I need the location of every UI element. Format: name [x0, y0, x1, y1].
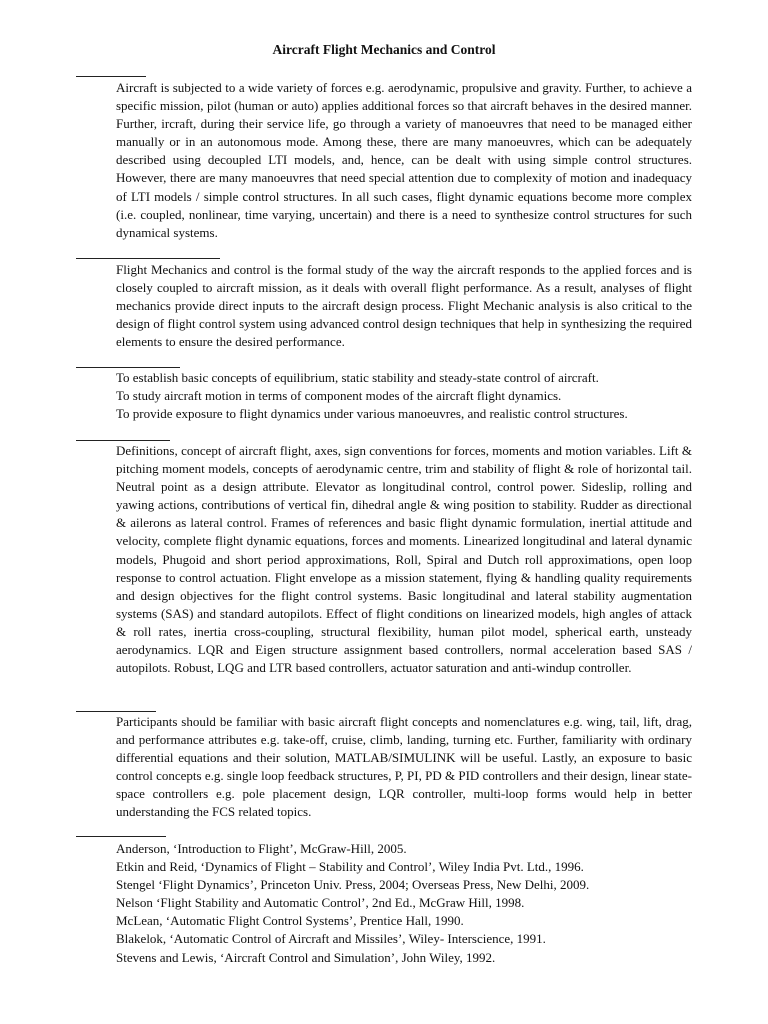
- section-rule-syllabus: [76, 440, 170, 441]
- list-item: Anderson, ‘Introduction to Flight’, McGraw-Hill, 2005.: [116, 841, 407, 856]
- list-item: Stengel ‘Flight Dynamics’, Princeton Univ. Press, 2004; Overseas Press, New Delhi, 2009.: [116, 877, 590, 893]
- references-list: [116, 840, 706, 967]
- list-item: McLean, ‘Automatic Flight Control Systems’, Prentice Hall, 1990.: [116, 913, 464, 929]
- list-item: Nelson ‘Flight Stability and Automatic Control’, 2nd Ed., McGraw Hill, 1998.: [116, 895, 525, 911]
- list-item: Stevens and Lewis, ‘Aircraft Control and Simulation’, John Wiley, 1992.: [116, 949, 496, 965]
- list-item: To study aircraft motion in terms of component modes of the aircraft flight dynamics.: [116, 388, 562, 404]
- section-rule-prerequisites: [76, 711, 156, 712]
- section-rule-description: [76, 258, 220, 259]
- list-item: Etkin and Reid, ‘Dynamics of Flight – Stability and Control’, Wiley India Pvt. Ltd., 1996.: [116, 859, 584, 875]
- section-rule-references: [76, 836, 166, 837]
- section-rule-objectives: [76, 367, 180, 368]
- description-paragraph: Flight Mechanics and control is the formal study of the way the aircraft responds to the applied forces and is closely coupled to aircraft mission, as it deals with overall flight performance. As a result, analyses of flight mechanics provide direct inputs to the aircraft design process. Flight Mechanic analysis is also critical to the design of flight control system using advanced control design techniques that help in synthesizing the required elements to ensure the desired performance.: [116, 262, 692, 350]
- list-item: To provide exposure to flight dynamics under various manoeuvres, and realistic control structures.: [116, 406, 628, 422]
- list-item: Blakelok, ‘Automatic Control of Aircraft and Missiles’, Wiley- Interscience, 1991.: [116, 931, 546, 947]
- intro-paragraph: Aircraft is subjected to a wide variety of forces e.g. aerodynamic, propulsive and gravity. Further, to achieve a specific mission, pilot (human or auto) applies additional forces so that aircraft behaves in the desired manner. Further, ircraft, during their service life, go through a variety of manoeuvres that need to be managed either manually or in an autonomous mode. Among these, there are many manoeuvres, which can be adequately described using decoupled LTI models, and, hence, can be dealt with using simple control structures. However, there are many manoeuvres that need special attention due to complexity of motion and inadequacy of LTI models / simple control structures. In all such cases, flight dynamic equations become more complex (i.e. coupled, nonlinear, time varying, uncertain) and there is a need to synthesize control structures for such dynamical systems.: [116, 80, 692, 240]
- syllabus-paragraph: Definitions, concept of aircraft flight, axes, sign conventions for forces, moments and motion variables. Lift & pitching moment models, concepts of aerodynamic centre, trim and stability of flight & role of horizontal tail. Neutral point as a design attribute. Elevator as longitudinal control, control power. Sideslip, rolling and yawing actions, contributions of vertical fin, dihedral angle & wing position to stability. Rudder as directional & ailerons as lateral control. Frames of references and basic flight dynamic formulation, inertial attitude and velocity, complete flight dynamic equations, forces and moments. Linearized longitudinal and lateral dynamic models, Phugoid and short period approximations, Roll, Spiral and Dutch roll approximations, open loop response to control actuation. Flight envelope as a mission statement, flying & handling quality requirements and design objectives for the flight control systems. Basic longitudinal and lateral stability augmentation systems (SAS) and standard autopilots. Effect of flight conditions on linearized models, high angles of attack & roll rates, inertia cross-coupling, structural flexibility, human pilot model, spherical earth, unsteady aerodynamics. LQR and Eigen structure assignment based controllers, normal acceleration based SAS / autopilots. Robust, LQG and LTR based controllers, actuator saturation and anti-windup controller.: [116, 443, 692, 676]
- list-item: To establish basic concepts of equilibrium, static stability and steady-state control of aircraft.: [116, 370, 599, 385]
- prerequisites-paragraph: Participants should be familiar with basic aircraft flight concepts and nomenclatures e.g. wing, tail, lift, drag, and performance attributes e.g. take-off, cruise, climb, landing, turning etc. Further, familiarity with ordinary differential equations and their solution, MATLAB/SIMULINK will be useful. Lastly, an exposure to basic control concepts e.g. single loop feedback structures, P, PI, PD & PID controllers and their design, linear state-space controllers e.g. pole placement design, LQR controller, multi-loop forms would help in better understanding the FCS related topics.: [116, 714, 692, 820]
- page-title: Aircraft Flight Mechanics and Control: [272, 42, 496, 57]
- objectives-list: [116, 369, 706, 423]
- section-rule-intro: [76, 76, 146, 77]
